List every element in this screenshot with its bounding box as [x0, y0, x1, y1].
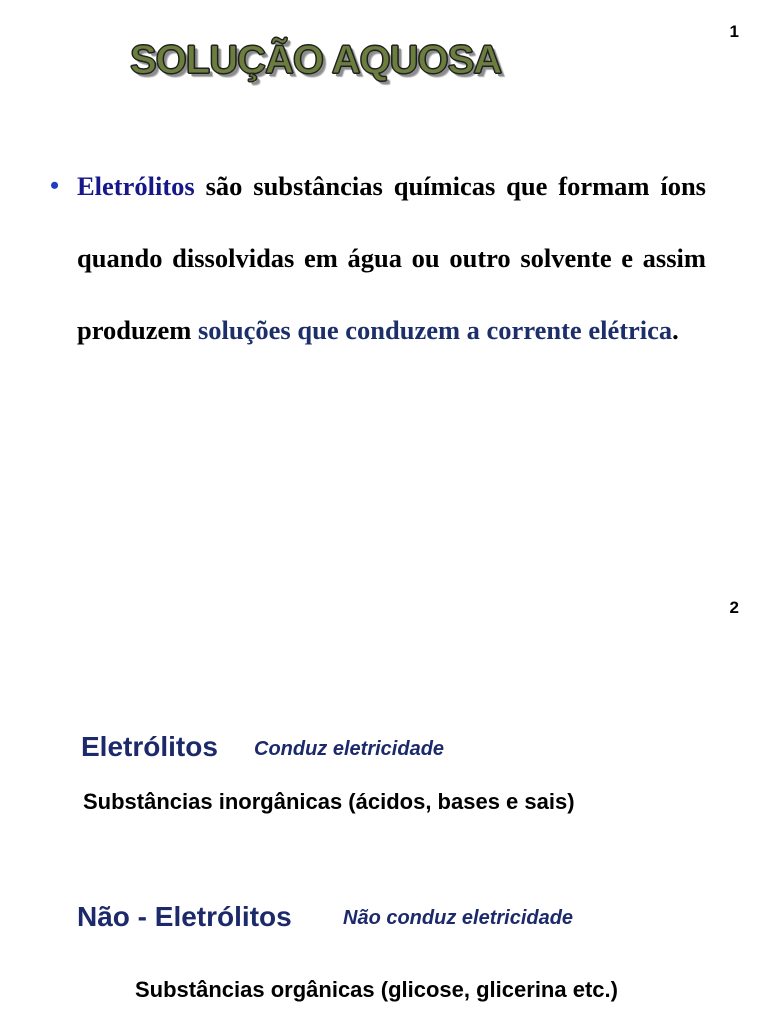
page-number-2: 2 — [729, 598, 739, 617]
slide-title: SOLUÇÃO AQUOSA — [130, 38, 502, 82]
bullet-body: são substâncias químicas que formam íons quando dissolvidas em água ou outro solvente e assim produzem — [77, 171, 706, 345]
electrolytes-description: Substâncias inorgânicas (ácidos, bases e sais) — [83, 789, 575, 814]
non-electrolytes-label: Não - Eletrólitos — [77, 901, 292, 932]
non-electrolytes-description: Substâncias orgânicas (glicose, glicerina etc.) — [135, 977, 618, 1002]
term-electrolytes: Eletrólitos — [77, 171, 195, 201]
highlight-conductive-solutions: soluções que conduzem a corrente elétrica — [197, 315, 673, 345]
electrolytes-note: Conduz eletricidade — [254, 738, 445, 760]
electrolytes-label: Eletrólitos — [81, 731, 218, 762]
bullet-text — [77, 150, 706, 366]
bullet-dot-icon: • — [50, 171, 60, 200]
bullet-paragraph — [50, 150, 706, 366]
non-electrolytes-note: Não conduz eletricidade — [343, 907, 574, 929]
page-number-1: 1 — [729, 22, 739, 41]
bullet-end: . — [672, 315, 679, 345]
